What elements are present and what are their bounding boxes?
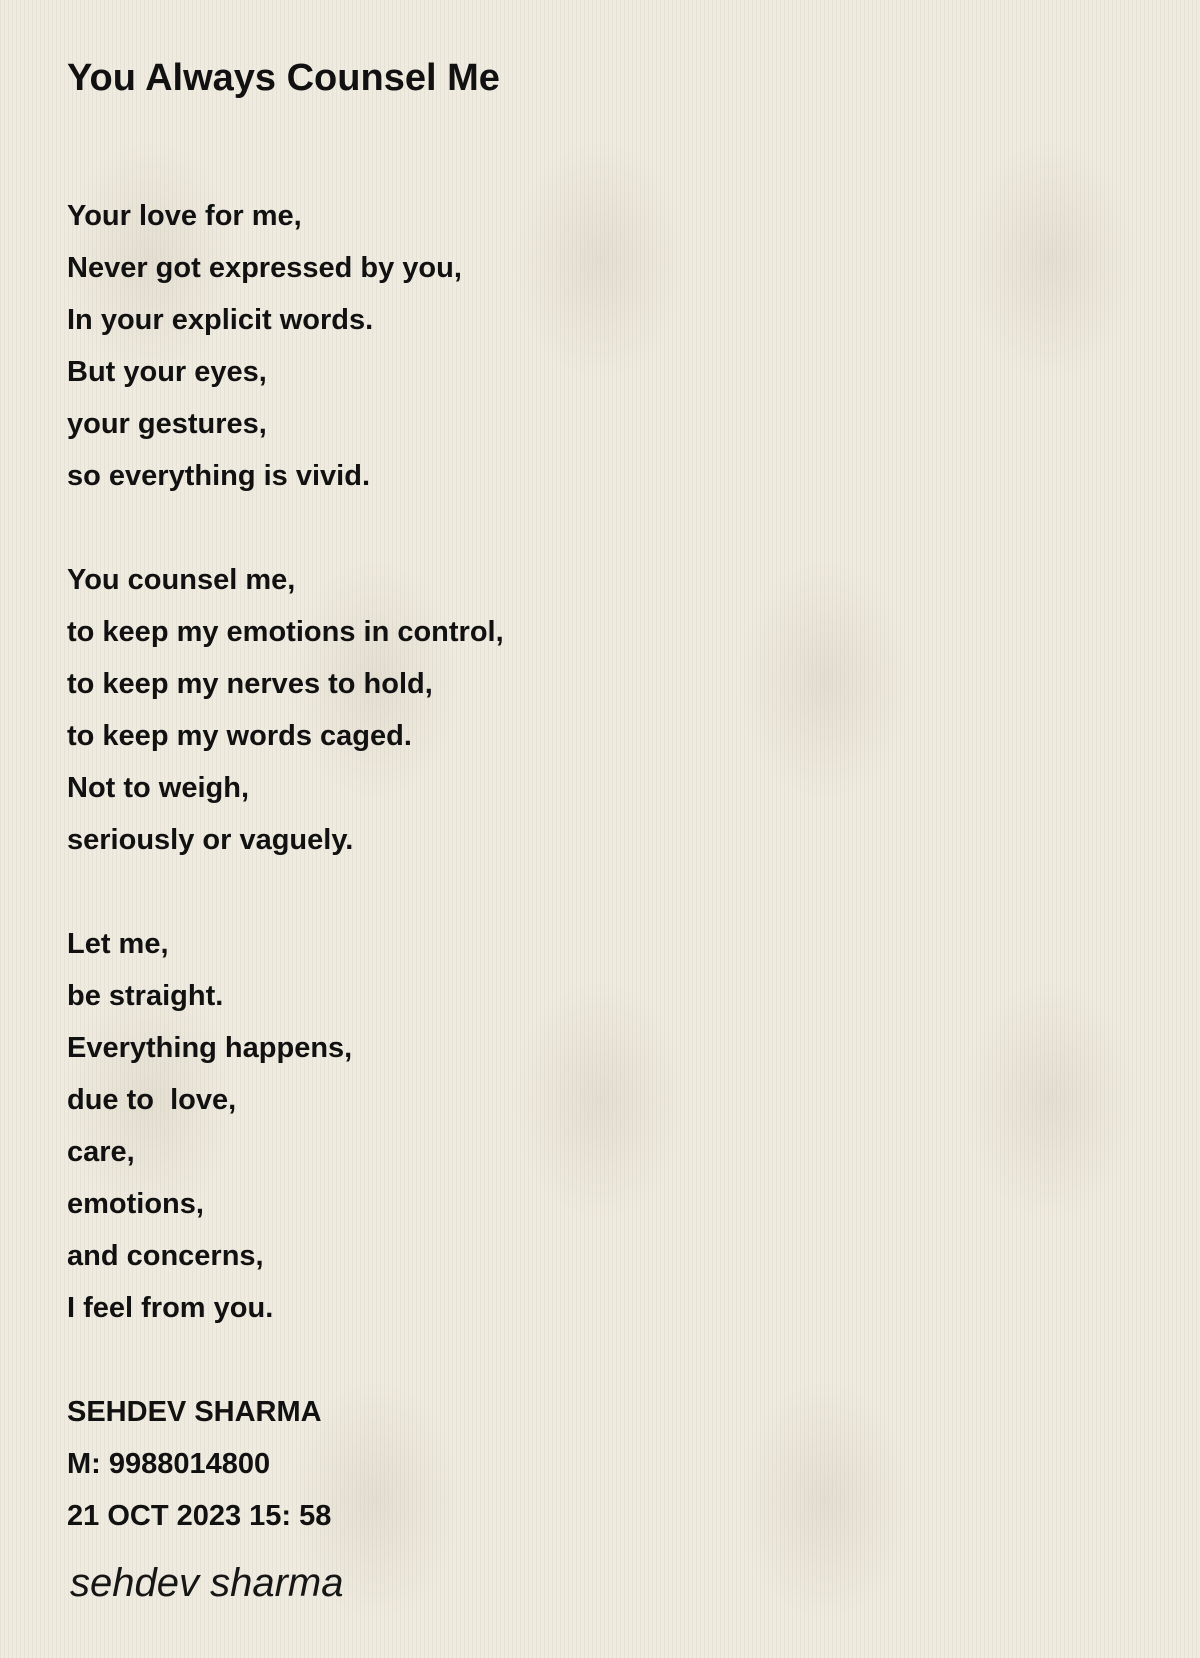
author-signoff <box>67 1386 1147 1542</box>
author-name: SEHDEV SHARMA <box>67 1396 322 1428</box>
poem-line: to keep my words caged. <box>67 720 412 752</box>
poem-line: Everything happens, <box>67 1032 353 1064</box>
poem-line: to keep my nerves to hold, <box>67 668 433 700</box>
poem-line: In your explicit words. <box>67 304 374 336</box>
poem-line: seriously or vaguely. <box>67 824 354 856</box>
poem-line: and concerns, <box>67 1240 264 1272</box>
poem-line: Let me, <box>67 928 169 960</box>
poem-line: Not to weigh, <box>67 772 250 804</box>
stanza-3 <box>67 918 1147 1334</box>
stanza-1 <box>67 190 1147 502</box>
author-phone: M: 9988014800 <box>67 1448 271 1480</box>
poem-line: your gestures, <box>67 408 267 440</box>
poem-line: Your love for me, <box>67 200 302 232</box>
poem-line: due to love, <box>67 1084 237 1116</box>
poem-body <box>67 190 1147 1542</box>
poem-line: emotions, <box>67 1188 204 1220</box>
poem-line: be straight. <box>67 980 224 1012</box>
stanza-2 <box>67 554 1147 866</box>
poem-page <box>67 48 1147 1594</box>
poem-line: so everything is vivid. <box>67 460 370 492</box>
poem-line: But your eyes, <box>67 356 267 388</box>
poem-line: You counsel me, <box>67 564 296 596</box>
poem-line: care, <box>67 1136 135 1168</box>
poem-title: You Always Counsel Me <box>67 57 500 99</box>
poem-date: 21 OCT 2023 15: 58 <box>67 1500 332 1532</box>
poem-line: Never got expressed by you, <box>67 252 462 284</box>
poem-line: I feel from you. <box>67 1292 274 1324</box>
author-signature: sehdev sharma <box>70 1561 344 1605</box>
poem-line: to keep my emotions in control, <box>67 616 504 648</box>
